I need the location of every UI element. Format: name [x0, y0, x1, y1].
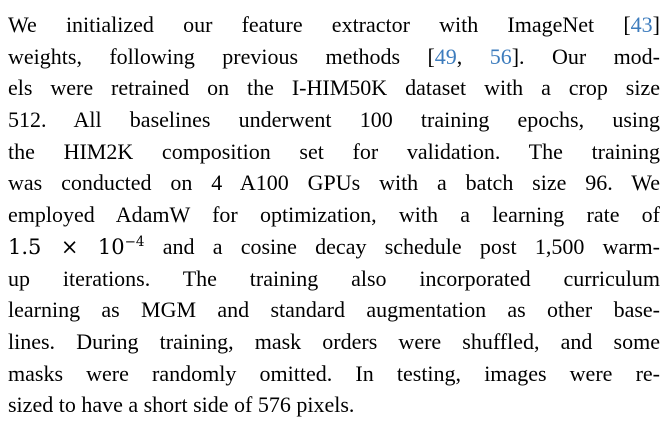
body-text: ]. Our mod- [511, 43, 660, 69]
text-line [8, 389, 660, 421]
text-line [8, 294, 660, 326]
body-text: learning as MGM and standard augmentation as other base- [8, 297, 660, 323]
body-text: and a cosine decay schedule post 1,500 warm- [144, 233, 660, 259]
body-text: employed AdamW for optimization, with a learning rate of [8, 202, 660, 228]
body-text: weights, following previous methods [ [8, 43, 435, 69]
body-text: masks were randomly omitted. In testing, images were re- [8, 360, 660, 386]
math-superscript: −4 [124, 234, 145, 251]
text-line [8, 104, 660, 136]
body-text: 512. All baselines underwent 100 training epochs, using [8, 107, 660, 133]
body-text: ] [652, 12, 660, 37]
body-text: We initialized our feature extractor with ImageNet [ [8, 12, 631, 37]
body-text: up iterations. The training also incorporated curriculum [8, 265, 660, 291]
text-line [8, 9, 660, 41]
text-line [8, 72, 660, 104]
text-line [8, 231, 660, 263]
citation-link[interactable]: 43 [630, 12, 653, 37]
text-line [8, 41, 660, 73]
body-text: sized to have a short side of 576 pixels. [8, 392, 355, 418]
text-line [8, 358, 660, 390]
citation-link[interactable]: 49 [434, 43, 457, 69]
text-line [8, 167, 660, 199]
body-text: the HIM2K composition set for validation. The training [8, 138, 660, 164]
text-line [8, 136, 660, 168]
body-text: , [456, 43, 490, 69]
text-line [8, 326, 660, 358]
text-line [8, 263, 660, 295]
body-text: lines. During training, mask orders were shuffled, and some [8, 328, 660, 354]
text-line [8, 199, 660, 231]
math-expression: 1.5 × 10 [8, 234, 125, 259]
body-text: els were retrained on the I-HIM50K dataset with a crop size [8, 75, 660, 101]
body-text: was conducted on 4 A100 GPUs with a batch size 96. We [8, 170, 660, 196]
citation-link[interactable]: 56 [489, 43, 512, 69]
